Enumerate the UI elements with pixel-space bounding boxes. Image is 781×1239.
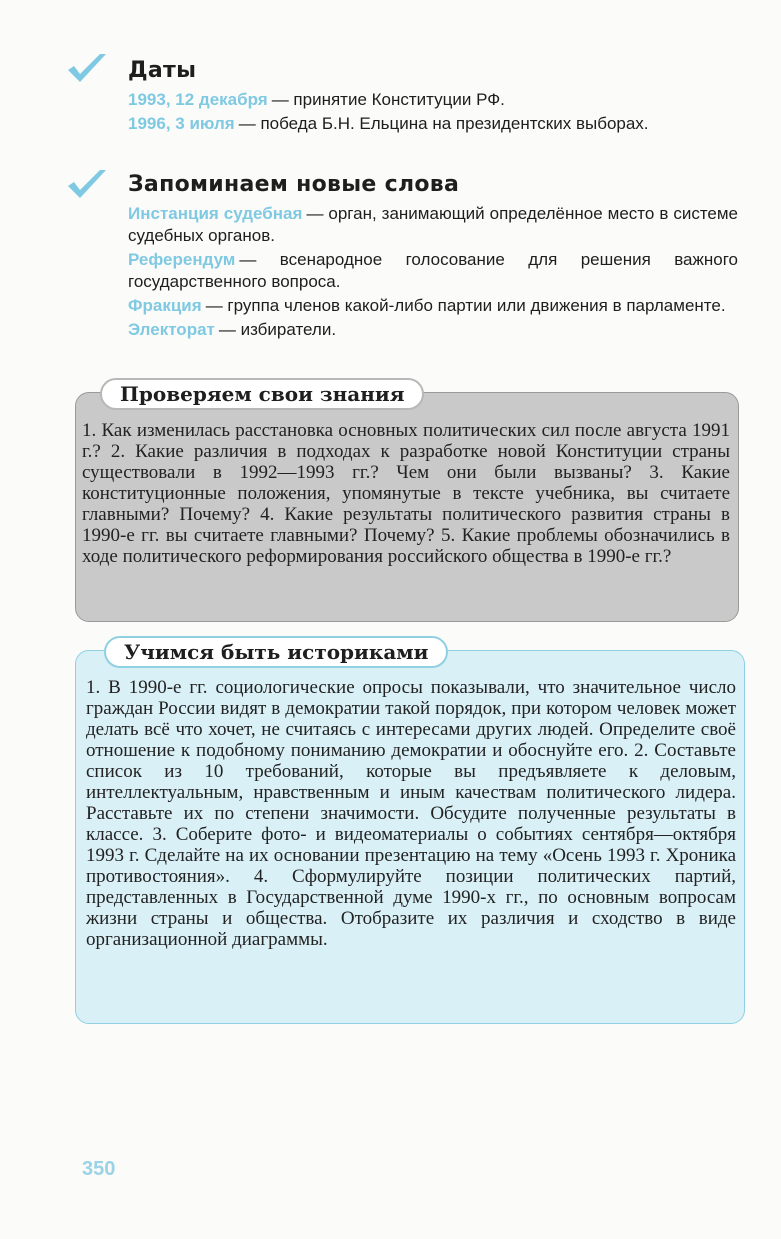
new-words-title: Запоминаем новые слова — [128, 172, 460, 197]
glossary-definition: — группа членов какой-либо партии или движения в парламенте. — [205, 296, 726, 315]
dates-section — [128, 58, 738, 137]
page-number: 350 — [82, 1158, 116, 1180]
check-knowledge-title: Проверяем свои знания — [100, 378, 424, 410]
glossary-definition: — избиратели. — [218, 320, 337, 339]
glossary-term: Референдум — [128, 250, 236, 269]
date-term: 1996, 3 июля — [128, 114, 235, 133]
new-words-section — [128, 172, 738, 343]
date-text: — победа Б.Н. Ельцина на президентских выборах. — [238, 114, 649, 133]
check-knowledge-questions: 1. Как изменилась расстановка основных политических сил после августа 1991 г.? 2. Какие различия в подходах к разработке новой Конституции страны существовали в 1992—1993 гг.? Чем они были вызваны? 3. Какие конституционные положения, упомянутые в тексте учебника, вы считаете главными? Почему? 4. Какие результаты политического развития страны в 1990-е гг. вы считаете главными? Почему? 5. Какие проблемы обозначились в ходе политического реформирования российского общества в 1990-е гг.? — [82, 420, 730, 567]
glossary-entry — [128, 295, 738, 317]
glossary-entry — [128, 203, 738, 247]
glossary-term: Инстанция судебная — [128, 204, 303, 223]
glossary-definition: — всенародное голосование для решения важного государственного вопроса. — [128, 250, 738, 291]
glossary-entry — [128, 319, 738, 341]
date-text: — принятие Конституции РФ. — [271, 90, 505, 109]
date-term: 1993, 12 декабря — [128, 90, 268, 109]
date-entry — [128, 89, 738, 111]
glossary-term: Электорат — [128, 320, 215, 339]
glossary-definition: — орган, занимающий определённое место в системе судебных органов. — [128, 204, 739, 245]
glossary-entry — [128, 249, 738, 293]
checkmark-icon — [66, 52, 108, 86]
historians-tasks: 1. В 1990-е гг. социологические опросы показывали, что значительное число граждан России видят в демократии такой порядок, при котором человек может делать всё что хочет, не считаясь с интересами других людей. Определите своё отношение к подобному пониманию демократии и обоснуйте его. 2. Составьте список из 10 требований, которые вы предъявляете к деловым, интеллектуальным, нравственным и иным качествам политического лидера. Расставьте их по степени значимости. Обсудите полученные результаты в классе. 3. Соберите фото- и видеоматериалы о событиях сентября—октября 1993 г. Сделайте на их основании презентацию на тему «Осень 1993 г. Хроника противостояния». 4. Сформулируйте позиции политических партий, представленных в Государственной думе 1990-х гг., по основным вопросам жизни страны и общества. Отобразите их различия и сходство в виде организационной диаграммы. — [86, 677, 736, 950]
dates-title: Даты — [128, 58, 197, 83]
checkmark-icon — [66, 168, 108, 202]
glossary-term: Фракция — [128, 296, 202, 315]
historians-title: Учимся быть историками — [104, 636, 448, 668]
date-entry — [128, 113, 738, 135]
